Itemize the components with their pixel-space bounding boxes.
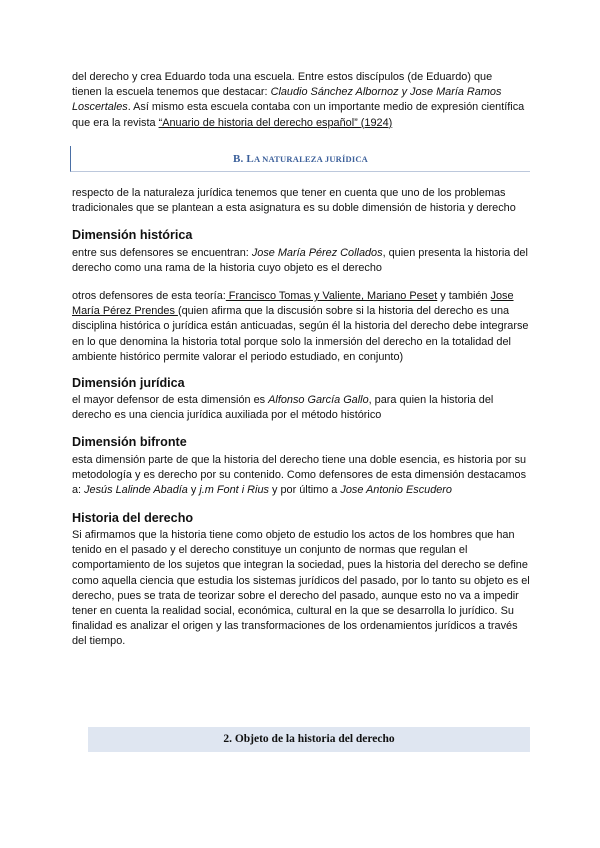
section-b-heading (70, 146, 530, 172)
revista-title: “Anuario de historia del derecho español” (1924) (158, 116, 393, 129)
historica-names: Francisco Tomas y Valiente, Mariano Peset (225, 290, 438, 302)
intro-text: tienen la escuela tenemos que destacar: (72, 86, 271, 99)
bifronte-paragraph (72, 453, 530, 499)
section-b-letter: B. L (232, 153, 254, 165)
historica-defensores: otros defensores de esta teoría: (72, 290, 226, 302)
juridica-text: el mayor defensor de esta dimensión es (72, 394, 269, 406)
section-2-title: 2. Objeto de la historia del derecho (223, 733, 395, 745)
historica-name-prendes: Jose María Pérez Prendes (72, 290, 514, 318)
juridica-text-cont: , para quien la historia del derecho es una ciencia jurídica auxiliada por el método histórico (72, 394, 494, 422)
disciples-names: Claudio Sánchez Albornoz y Jose María Ramos Loscertales (72, 86, 502, 114)
historica-author: Jose María Pérez Collados (251, 247, 383, 259)
section-b-rest: A NATURALEZA JURÍDICA (253, 154, 369, 164)
intro-text-cont: . Así mismo esta escuela contaba con un importante medio de expresión científica que era la revista (72, 101, 525, 129)
heading-historia-derecho: Historia del derecho (72, 511, 194, 525)
historica-text-cont: , quien presenta la historia del derecho como una rama de la historia cuyo objeto es el derecho (72, 247, 528, 275)
bifronte-ultimo: y por último a (268, 484, 341, 497)
naturaleza-paragraph: respecto de la naturaleza jurídica tenemos que tener en cuenta que uno de los problemas tradicionales que se plantean a esta asignatura es su doble dimensión de historia y derecho (72, 187, 516, 215)
section-b-title (71, 153, 530, 165)
heading-dimension-juridica: Dimensión jurídica (72, 376, 185, 390)
bifronte-y: y (187, 484, 200, 497)
bifronte-author-3: Jose Antonio Escudero (340, 484, 452, 497)
section-2-heading (88, 727, 530, 752)
historica-paragraph-2 (72, 289, 530, 365)
historica-text: entre sus defensores se encuentran: (72, 247, 252, 259)
bifronte-author-1: Jesús Lalinde Abadía (84, 484, 188, 497)
bifronte-author-2: j.m Font i Rius (199, 484, 269, 497)
historia-paragraph: Si afirmamos que la historia tiene como objeto de estudio los actos de los hombres que han tenido en el pasado y el derecho constituye un conjunto de normas que regulan el comportamiento de los sujetos que integran la sociedad, pues la historia del derecho se define como aquella ciencia que estudia los sistemas jurídicos del pasado, por lo tanto su objeto es el derecho, pues se trata de teorizar sobre el derecho del pasado, aunque esto no va a impedir tener en cuenta la realidad social, económica, cultural en la que se desarrolla lo jurídico. Su finalidad es analizar el origen y las transformaciones de los ordenamientos jurídicos a través del tiempo. (72, 529, 530, 648)
juridica-author: Alfonso García Gallo (268, 394, 369, 406)
intro-paragraph (72, 70, 530, 131)
historica-paragraph-1 (72, 246, 530, 276)
historica-explanation: (quien afirma que la discusión sobre si la historia del derecho es una disciplina histórica o jurídica están anticuadas, según él la historia del derecho debe integrarse en lo que denomina la historia total porque solo la inmersión del derecho en la totalidad del ambiente histórico permite valorar el periodo estudiado, en conjunto) (72, 305, 529, 363)
intro-line-1: del derecho y crea Eduardo toda una escuela. Entre estos discípulos (de Eduardo) que (72, 71, 493, 83)
heading-dimension-historica: Dimensión histórica (72, 228, 193, 242)
heading-dimension-bifronte: Dimensión bifronte (72, 435, 187, 449)
bifronte-text: esta dimensión parte de que la historia del derecho tiene una doble esencia, es historia por su metodología y es derecho por su contenido. Como defensores de esta dimensión destacamos a: (72, 454, 527, 497)
historica-tambien: y también (437, 290, 491, 302)
juridica-paragraph (72, 393, 530, 423)
